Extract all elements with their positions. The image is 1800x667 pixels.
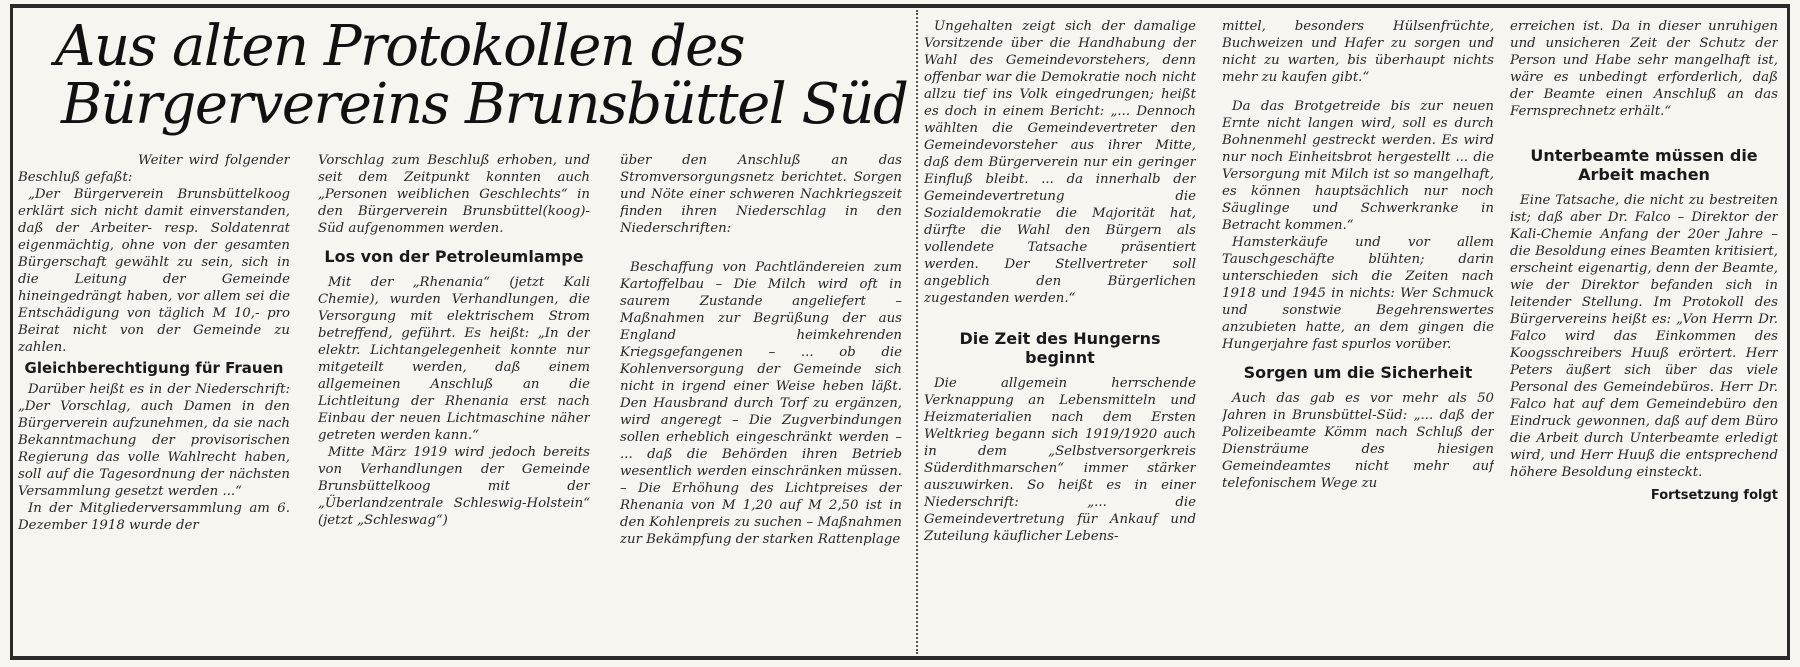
article-column-6: [1510, 18, 1778, 654]
paragraph: Mit der „Rhenania“ (jetzt Kali Chemie), wurden Verhandlungen, die Versorgung mit elektrischem Strom betreffend, geführt. Es heißt: „In der elektr. Lichtangelegenheit konnte nur mitgeteilt werden, daß einem allgemeinen Anschluß an die Lichtleitung der Rhenania erst nach Einbau der neuen Lichtmaschine näher getreten werden kann.“: [318, 275, 590, 443]
article-column-2: [318, 152, 590, 654]
subheading-sicherheit: Sorgen um die Sicherheit: [1243, 363, 1473, 382]
paragraph: Eine Tatsache, die nicht zu bestreiten ist; daß aber Dr. Falco – Direktor der Kali-Chemie Anfang der 20er Jahre – die Besoldung eines Beamten kritisiert, erscheint eigenartig, denn der Beamte, wie der Direktor befanden sich in leitender Stellung. Im Protokoll des Bürgervereins heißt es: „Von Herrn Dr. Falco wird das Einkommen des Koogsschreibers Huuß erörtert. Herr Peters äußert sich über das viele Personal des Gemeindebüros. Herr Dr. Falco hat auf dem Gemeindebüro den Eindruck gewonnen, daß auf dem Büro die Arbeit durch Unterbeamte erledigt wird, und Herr Huuß die entsprechend höhere Besoldung einsteckt.: [1510, 193, 1778, 480]
paragraph: Ungehalten zeigt sich der damalige Vorsitzende über die Handhabung der Wahl des Gemeindevorstehers, denn offenbar war die Demokratie noch nicht allzu tief ins Volk eingedrungen; heißt es doch in einem Bericht: „... Dennoch wählten die Gemeindevertreter den Gemeindevorsteher aus ihrer Mitte, daß dem Bürgerverein nur ein geringer Einfluß bleibt. ... da innerhalb der Gemeindevertretung die Sozialdemokratie die Majorität hat, dürfte die Wahl den Bürgern als vollendete Tatsache präsentiert werden. Der Stellvertreter soll angeblich den Bürgerlichen zugestanden werden.“: [924, 19, 1196, 306]
paragraph: erreichen ist. Da in dieser unruhigen und unsicheren Zeit der Schutz der Person und Habe sehr mangelhaft ist, wäre es unbedingt erforderlich, daß der Beamte einen Anschluß an das Fernsprechnetz erhält.“: [1510, 19, 1778, 119]
frame-left-rule: [10, 4, 13, 660]
frame-bottom-rule: [10, 656, 1790, 660]
paragraph: Hamsterkäufe und vor allem Tauschgeschäfte blühten; darin unterschieden sich die Zeiten nach 1918 und 1945 in nichts: Wer Schmuck und sonstwie Begehrenswertes anzubieten hatte, an dem gingen die Hungerjahre fast spurlos vorüber.: [1222, 235, 1494, 352]
subheading-petroleumlampe: Los von der Petroleumlampe: [324, 247, 584, 266]
paragraph: „Der Bürgerverein Brunsbüttelkoog erklärt sich nicht damit einverstanden, daß der Arbeiter- resp. Soldatenrat eigenmächtig, ohne von der gesamten Bürgerschaft gewählt zu sein, sich in die Leitung der Gemeinde hineingedrängt haben, vor allem sei die Entschädigung von täglich M 10,- pro Beirat nicht von der Gemeinde zu zahlen.: [18, 187, 290, 355]
paragraph: mittel, besonders Hülsenfrüchte, Buchweizen und Hafer zu sorgen und nicht zu warten, bis überhaupt nichts mehr zu kaufen gibt.“: [1222, 19, 1494, 85]
subheading-unterbeamte: Unterbeamte müssen die Arbeit machen: [1530, 146, 1758, 184]
paragraph: über den Anschluß an das Stromversorgungsnetz berichtet. Sorgen und Nöte einer schweren Nachkriegszeit finden ihren Niederschlag in den Niederschriften:: [620, 153, 902, 236]
frame-right-rule: [1787, 4, 1790, 660]
article-column-5: [1222, 18, 1494, 654]
headline-line-2: Bürgervereins Brunsbüttel Süd: [61, 72, 908, 137]
headline-line-1: Aus alten Protokollen des: [55, 14, 744, 79]
paragraph: Auch das gab es vor mehr als 50 Jahren in Brunsbüttel-Süd: „... daß der Polizeibeamte Kömm nach Schluß der Diensträume des hiesigen Gemeindeamtes nicht mehr auf telefonischem Wege zu: [1222, 391, 1494, 491]
continuation-note: Fortsetzung folgt: [1650, 488, 1778, 503]
paragraph: Darüber heißt es in der Niederschrift: „Der Vorschlag, auch Damen in den Bürgerverein aufzunehmen, da sie nach Bekanntmachung der provisorischen Regierung das volle Wahlrecht haben, soll auf die Tagesordnung der nächsten Versammlung gesetzt werden ...“: [18, 382, 290, 499]
article-column-4: [924, 18, 1196, 654]
paragraph: Vorschlag zum Beschluß erhoben, und seit dem Zeitpunkt konnten auch „Personen weiblichen Geschlechts“ in den Bürgerverein Brunsbüttel(koog)-Süd aufgenommen werden.: [318, 153, 590, 236]
paragraph: In der Mitgliederversammlung am 6. Dezember 1918 wurde der: [18, 501, 290, 533]
paragraph: Da das Brotgetreide bis zur neuen Ernte nicht langen wird, soll es durch Bohnenmehl gestreckt werden. Es wird nur noch Einheitsbrot hergestellt ... die Versorgung mit Milch ist so mangelhaft, es können hauptsächlich nur noch Säuglinge und Schwerkranke in Betracht kommen.“: [1222, 99, 1494, 233]
article-column-1: [18, 152, 290, 654]
article-column-3: [620, 152, 902, 654]
article-headline: [55, 14, 908, 137]
subheading-hungern: Die Zeit des Hungerns beginnt: [959, 329, 1161, 367]
frame-top-rule: [10, 4, 1790, 8]
page-fold-line: [916, 10, 918, 654]
paragraph: Beschaffung von Pachtländereien zum Kartoffelbau – Die Milch wird oft in saurem Zustande angeliefert – Maßnahmen zur Begrüßung der aus England heimkehrenden Kriegsgefangenen – ... ob die Kohlenversorgung der Gemeinde sich nicht in irgend einer Weise heben läßt. Den Hausbrand durch Torf zu ergänzen, wird angeregt – Die Zugverbindungen sollen erheblich eingeschränkt werden – ... daß die Behörden ihren Betrieb wesentlich werden einschränken müssen. – Die Erhöhung des Lichtpreises der Rhenania von M 1,20 auf M 2,50 ist in den Kohlenpreis zu suchen – Maßnahmen zur Bekämpfung der starken Rattenplage: [620, 260, 902, 547]
subheading-gleichberechtigung: Gleichberechtigung für Frauen: [24, 359, 284, 377]
paragraph: Weiter wird folgender Beschluß gefaßt:: [18, 153, 290, 185]
paragraph: Die allgemein herrschende Verknappung an Lebensmitteln und Heizmaterialien nach dem Ersten Weltkrieg begann sich 1919/1920 auch in dem „Selbstversorgerkreis Süderdithmarschen“ immer stärker auszuwirken. So heißt es in einer Niederschrift: „... die Gemeindevertretung für Ankauf und Zuteilung käuflicher Lebens-: [924, 376, 1196, 544]
paragraph: Mitte März 1919 wird jedoch bereits von Verhandlungen der Gemeinde Brunsbüttelkoog mit der „Überlandzentrale Schleswig-Holstein“ (jetzt „Schleswag“): [318, 445, 590, 528]
